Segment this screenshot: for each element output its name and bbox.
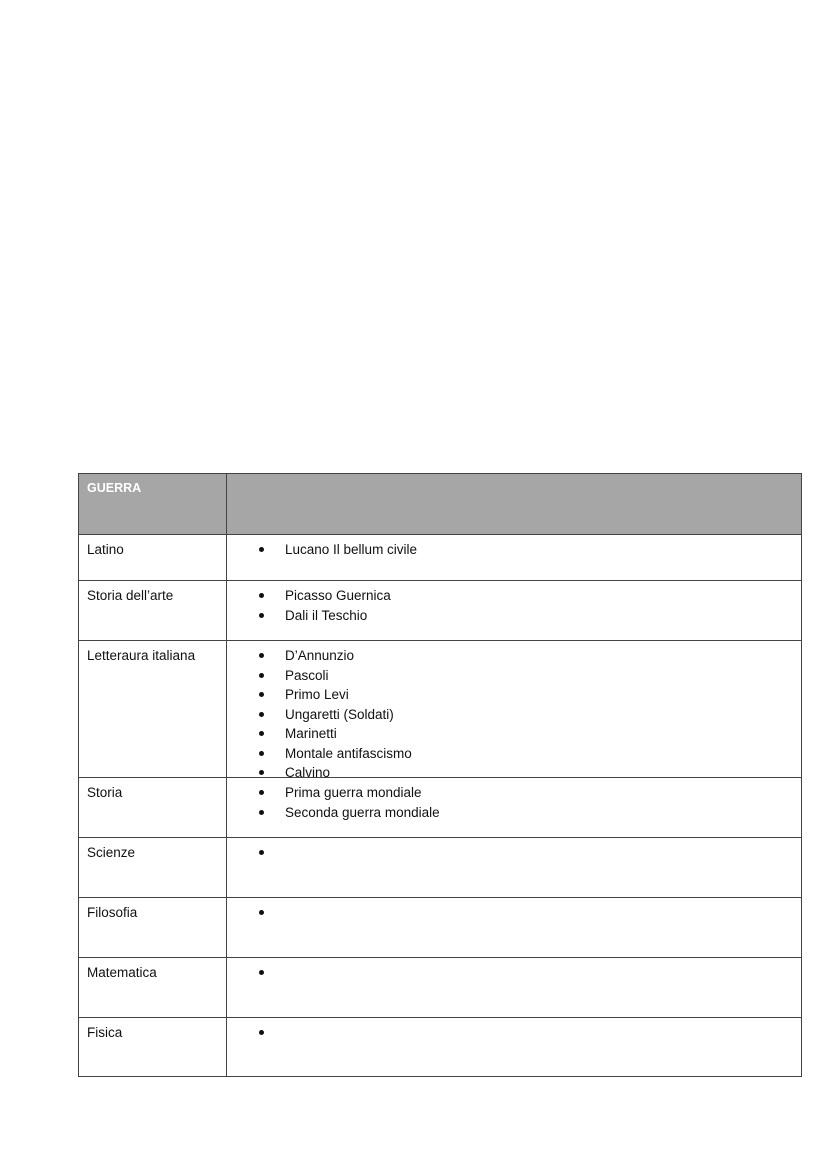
bullet-icon — [259, 751, 264, 756]
subject-label: Storia dell’arte — [79, 581, 227, 640]
list-item — [227, 1023, 801, 1043]
table-row — [79, 534, 801, 580]
table-header-title: GUERRA — [79, 474, 227, 534]
bullet-icon — [259, 970, 264, 975]
list-item: Ungaretti (Soldati) — [227, 705, 801, 725]
list-item: D’Annunzio — [227, 646, 801, 666]
topic-list — [227, 1023, 801, 1043]
bullet-icon — [259, 770, 264, 775]
list-item — [227, 843, 801, 863]
table-row — [79, 1017, 801, 1076]
list-item: Marinetti — [227, 724, 801, 744]
topic-list — [227, 963, 801, 983]
list-item: Dali il Teschio — [227, 606, 801, 626]
subjects-table — [78, 473, 802, 1077]
subject-label: Filosofia — [79, 898, 227, 957]
bullet-icon — [259, 673, 264, 678]
list-item — [227, 963, 801, 983]
list-item: Prima guerra mondiale — [227, 783, 801, 803]
list-item — [227, 903, 801, 923]
table-row — [79, 777, 801, 837]
list-item: Seconda guerra mondiale — [227, 803, 801, 823]
subject-label: Letteraura italiana — [79, 641, 227, 777]
bullet-icon — [259, 790, 264, 795]
bullet-icon — [259, 593, 264, 598]
list-item: Lucano Il bellum civile — [227, 540, 801, 560]
table-row — [79, 897, 801, 957]
list-item: Pascoli — [227, 666, 801, 686]
subject-label: Matematica — [79, 958, 227, 1017]
bullet-icon — [259, 712, 264, 717]
bullet-icon — [259, 613, 264, 618]
bullet-icon — [259, 850, 264, 855]
table-row — [79, 837, 801, 897]
bullet-icon — [259, 653, 264, 658]
topic-list — [227, 843, 801, 863]
table-row — [79, 580, 801, 640]
table-row — [79, 957, 801, 1017]
topic-list — [227, 586, 801, 625]
subject-label: Latino — [79, 535, 227, 580]
bullet-icon — [259, 731, 264, 736]
list-item: Primo Levi — [227, 685, 801, 705]
bullet-icon — [259, 692, 264, 697]
table-header-empty-cell — [227, 474, 801, 534]
topic-list — [227, 783, 801, 822]
bullet-icon — [259, 547, 264, 552]
topic-list — [227, 646, 801, 783]
bullet-icon — [259, 1030, 264, 1035]
topic-list — [227, 903, 801, 923]
topic-list — [227, 540, 801, 560]
subject-label: Scienze — [79, 838, 227, 897]
list-item: Calvino — [227, 763, 801, 783]
list-item: Picasso Guernica — [227, 586, 801, 606]
subject-label: Fisica — [79, 1018, 227, 1076]
subject-label: Storia — [79, 778, 227, 837]
table-header-row — [79, 474, 801, 534]
table-row — [79, 640, 801, 780]
list-item: Montale antifascismo — [227, 744, 801, 764]
bullet-icon — [259, 910, 264, 915]
bullet-icon — [259, 810, 264, 815]
